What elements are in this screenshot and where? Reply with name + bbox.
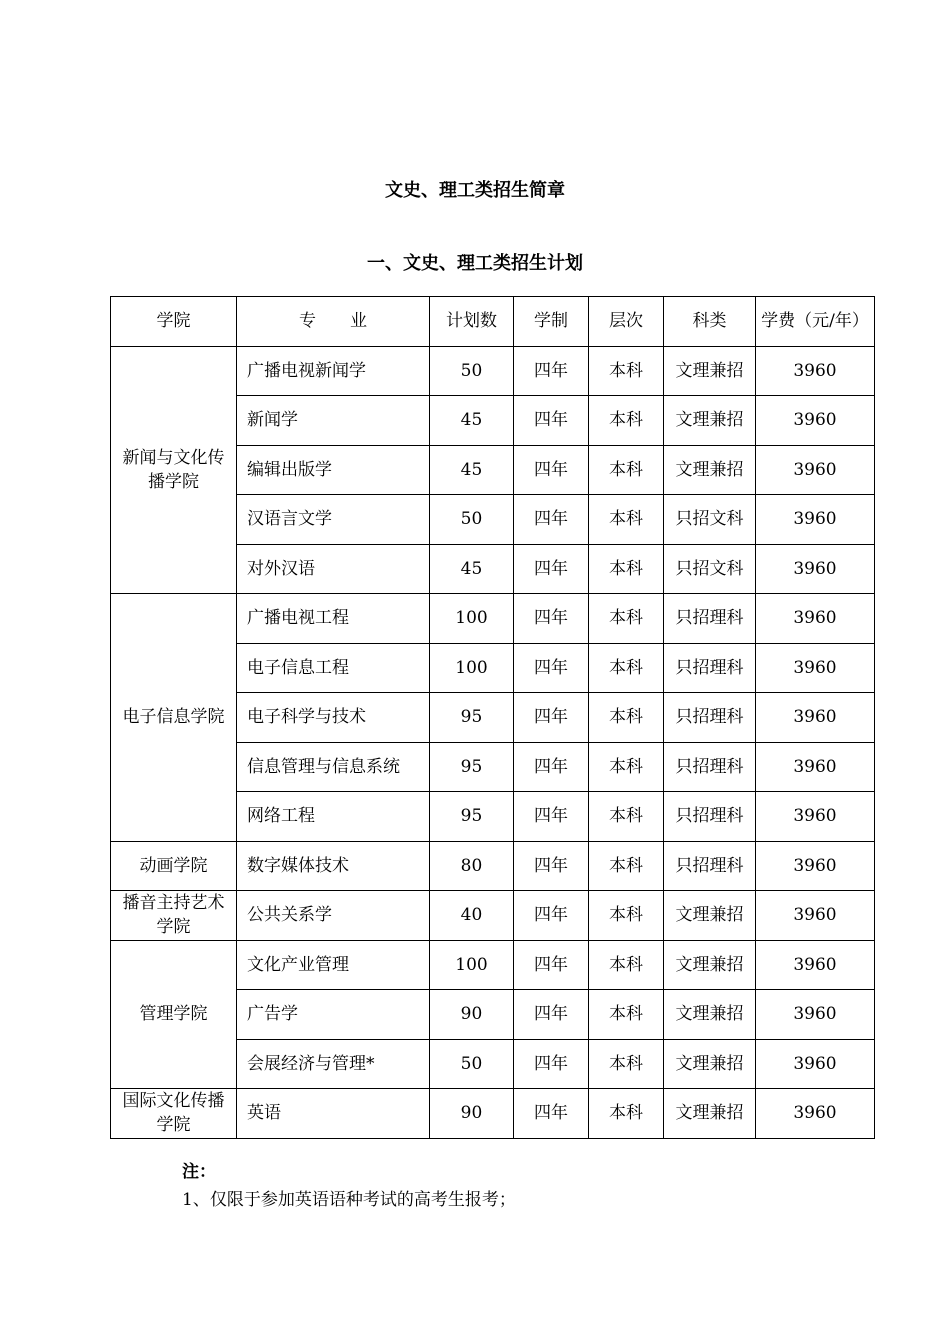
level-cell: 本科 bbox=[589, 792, 664, 842]
major-cell: 英语 bbox=[237, 1089, 430, 1139]
fee-cell: 3960 bbox=[756, 396, 875, 446]
category-cell: 文理兼招 bbox=[664, 445, 756, 495]
category-cell: 只招文科 bbox=[664, 544, 756, 594]
category-cell: 文理兼招 bbox=[664, 396, 756, 446]
fee-cell: 3960 bbox=[756, 1039, 875, 1089]
plan-count-cell: 100 bbox=[430, 643, 514, 693]
duration-cell: 四年 bbox=[514, 792, 589, 842]
header-college: 学院 bbox=[111, 297, 237, 347]
fee-cell: 3960 bbox=[756, 693, 875, 743]
notes bbox=[182, 1158, 516, 1214]
category-cell: 文理兼招 bbox=[664, 1039, 756, 1089]
table-row bbox=[111, 940, 875, 990]
fee-cell: 3960 bbox=[756, 346, 875, 396]
major-cell: 对外汉语 bbox=[237, 544, 430, 594]
table-row bbox=[111, 1089, 875, 1139]
college-cell: 播音主持艺术学院 bbox=[111, 891, 237, 941]
plan-count-cell: 45 bbox=[430, 445, 514, 495]
major-cell: 网络工程 bbox=[237, 792, 430, 842]
notes-heading: 注： bbox=[182, 1162, 216, 1182]
fee-cell: 3960 bbox=[756, 940, 875, 990]
plan-count-cell: 90 bbox=[430, 1089, 514, 1139]
duration-cell: 四年 bbox=[514, 594, 589, 644]
major-cell: 公共关系学 bbox=[237, 891, 430, 941]
level-cell: 本科 bbox=[589, 495, 664, 545]
level-cell: 本科 bbox=[589, 891, 664, 941]
category-cell: 只招理科 bbox=[664, 594, 756, 644]
duration-cell: 四年 bbox=[514, 346, 589, 396]
category-cell: 只招文科 bbox=[664, 495, 756, 545]
college-cell: 管理学院 bbox=[111, 940, 237, 1089]
major-cell: 数字媒体技术 bbox=[237, 841, 430, 891]
level-cell: 本科 bbox=[589, 643, 664, 693]
major-cell: 汉语言文学 bbox=[237, 495, 430, 545]
duration-cell: 四年 bbox=[514, 693, 589, 743]
plan-count-cell: 50 bbox=[430, 346, 514, 396]
level-cell: 本科 bbox=[589, 693, 664, 743]
table-row bbox=[111, 841, 875, 891]
plan-count-cell: 50 bbox=[430, 1039, 514, 1089]
major-cell: 信息管理与信息系统 bbox=[237, 742, 430, 792]
plan-count-cell: 100 bbox=[430, 594, 514, 644]
duration-cell: 四年 bbox=[514, 891, 589, 941]
category-cell: 文理兼招 bbox=[664, 891, 756, 941]
duration-cell: 四年 bbox=[514, 940, 589, 990]
fee-cell: 3960 bbox=[756, 792, 875, 842]
fee-cell: 3960 bbox=[756, 742, 875, 792]
plan-count-cell: 50 bbox=[430, 495, 514, 545]
level-cell: 本科 bbox=[589, 940, 664, 990]
level-cell: 本科 bbox=[589, 346, 664, 396]
header-fee: 学费（元/年） bbox=[756, 297, 875, 347]
header-major: 专 业 bbox=[237, 297, 430, 347]
plan-count-cell: 100 bbox=[430, 940, 514, 990]
fee-cell: 3960 bbox=[756, 544, 875, 594]
major-cell: 编辑出版学 bbox=[237, 445, 430, 495]
table-row bbox=[111, 891, 875, 941]
document-title: 文史、理工类招生简章 bbox=[385, 180, 565, 201]
college-cell: 电子信息学院 bbox=[111, 594, 237, 842]
duration-cell: 四年 bbox=[514, 1039, 589, 1089]
college-cell: 新闻与文化传播学院 bbox=[111, 346, 237, 594]
category-cell: 文理兼招 bbox=[664, 1089, 756, 1139]
level-cell: 本科 bbox=[589, 742, 664, 792]
note-item: 1、仅限于参加英语语种考试的高考生报考； bbox=[182, 1190, 516, 1210]
college-cell: 国际文化传播学院 bbox=[111, 1089, 237, 1139]
fee-cell: 3960 bbox=[756, 1089, 875, 1139]
duration-cell: 四年 bbox=[514, 742, 589, 792]
major-cell: 文化产业管理 bbox=[237, 940, 430, 990]
fee-cell: 3960 bbox=[756, 594, 875, 644]
category-cell: 只招理科 bbox=[664, 792, 756, 842]
category-cell: 文理兼招 bbox=[664, 940, 756, 990]
major-cell: 广播电视工程 bbox=[237, 594, 430, 644]
category-cell: 只招理科 bbox=[664, 742, 756, 792]
major-cell: 广告学 bbox=[237, 990, 430, 1040]
duration-cell: 四年 bbox=[514, 495, 589, 545]
fee-cell: 3960 bbox=[756, 445, 875, 495]
category-cell: 只招理科 bbox=[664, 643, 756, 693]
fee-cell: 3960 bbox=[756, 891, 875, 941]
plan-count-cell: 95 bbox=[430, 693, 514, 743]
category-cell: 文理兼招 bbox=[664, 346, 756, 396]
fee-cell: 3960 bbox=[756, 643, 875, 693]
college-cell: 动画学院 bbox=[111, 841, 237, 891]
fee-cell: 3960 bbox=[756, 841, 875, 891]
header-plan: 计划数 bbox=[430, 297, 514, 347]
plan-count-cell: 40 bbox=[430, 891, 514, 941]
major-cell: 新闻学 bbox=[237, 396, 430, 446]
enrollment-plan-table bbox=[110, 296, 875, 1139]
table-row bbox=[111, 346, 875, 396]
major-cell: 广播电视新闻学 bbox=[237, 346, 430, 396]
duration-cell: 四年 bbox=[514, 841, 589, 891]
category-cell: 只招理科 bbox=[664, 693, 756, 743]
plan-count-cell: 95 bbox=[430, 742, 514, 792]
duration-cell: 四年 bbox=[514, 396, 589, 446]
level-cell: 本科 bbox=[589, 594, 664, 644]
table-row bbox=[111, 594, 875, 644]
plan-count-cell: 80 bbox=[430, 841, 514, 891]
level-cell: 本科 bbox=[589, 1039, 664, 1089]
header-level: 层次 bbox=[589, 297, 664, 347]
duration-cell: 四年 bbox=[514, 643, 589, 693]
duration-cell: 四年 bbox=[514, 990, 589, 1040]
level-cell: 本科 bbox=[589, 544, 664, 594]
level-cell: 本科 bbox=[589, 1089, 664, 1139]
major-cell: 会展经济与管理* bbox=[237, 1039, 430, 1089]
fee-cell: 3960 bbox=[756, 495, 875, 545]
duration-cell: 四年 bbox=[514, 544, 589, 594]
major-cell: 电子信息工程 bbox=[237, 643, 430, 693]
major-cell: 电子科学与技术 bbox=[237, 693, 430, 743]
plan-count-cell: 95 bbox=[430, 792, 514, 842]
table-header-row bbox=[111, 297, 875, 347]
category-cell: 文理兼招 bbox=[664, 990, 756, 1040]
level-cell: 本科 bbox=[589, 841, 664, 891]
level-cell: 本科 bbox=[589, 990, 664, 1040]
level-cell: 本科 bbox=[589, 396, 664, 446]
plan-count-cell: 45 bbox=[430, 544, 514, 594]
plan-count-cell: 45 bbox=[430, 396, 514, 446]
header-category: 科类 bbox=[664, 297, 756, 347]
header-duration: 学制 bbox=[514, 297, 589, 347]
duration-cell: 四年 bbox=[514, 1089, 589, 1139]
section-title: 一、文史、理工类招生计划 bbox=[367, 253, 583, 274]
fee-cell: 3960 bbox=[756, 990, 875, 1040]
plan-count-cell: 90 bbox=[430, 990, 514, 1040]
category-cell: 只招理科 bbox=[664, 841, 756, 891]
duration-cell: 四年 bbox=[514, 445, 589, 495]
level-cell: 本科 bbox=[589, 445, 664, 495]
